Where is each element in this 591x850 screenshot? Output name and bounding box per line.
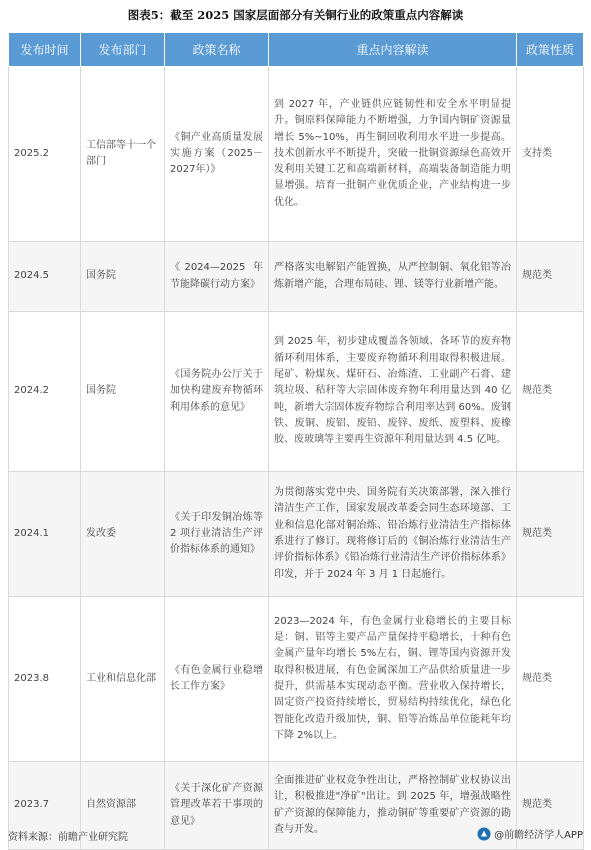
cell-date: 2024.5 [9, 242, 81, 312]
cell-dept: 工业和信息化部 [81, 597, 165, 762]
header-date: 发布时间 [9, 33, 81, 67]
cell-date: 2024.2 [9, 312, 81, 472]
table-row [9, 597, 584, 762]
brand-credit [477, 826, 583, 841]
table-row [9, 312, 584, 472]
header-nature: 政策性质 [517, 33, 584, 67]
cell-nature: 规范类 [517, 762, 584, 850]
cell-content: 为贯彻落实党中央、国务院有关决策部署，深入推行清洁生产工作，国家发展改革委会同生态环境部、工业和信息化部对铜冶炼、铅冶炼行业清洁生产指标体系进行了修订。现将修订后的《铜冶炼行业清洁生产评价指标体系》《铅冶炼行业清洁生产评价指标体系》印发，并于 2024 年 3 月 1 日起施行。 [269, 472, 517, 597]
cell-policy-name: 《铜产业高质量发展实施方案（2025－2027年）》 [165, 67, 269, 242]
cell-content: 全面推进矿业权竞争性出让，严格控制矿业权协议出让，积极推进"净矿"出让。到 2025 年，增强战略性矿产资源的保障能力，推动铜矿等重要矿产资源的勘查与开发。 [269, 762, 517, 850]
header-content: 重点内容解读 [269, 33, 517, 67]
table-header-row [9, 33, 584, 67]
header-name: 政策名称 [165, 33, 269, 67]
source-note: 资料来源：前瞻产业研究院 [8, 832, 128, 843]
cell-nature: 规范类 [517, 472, 584, 597]
cell-dept: 发改委 [81, 472, 165, 597]
cell-policy-name: 《国务院办公厅关于加快构建废弃物循环利用体系的意见》 [165, 312, 269, 472]
table-title: 图表5：截至 2025 国家层面部分有关铜行业的政策重点内容解读 [127, 8, 464, 22]
cell-content: 到 2025 年，初步建成覆盖各领域、各环节的废弃物循环利用体系，主要废弃物循环利用取得积极进展。尾矿、粉煤灰、煤矸石、冶炼渣、工业副产石膏、建筑垃圾、秸秆等大宗固体废弃物年利用量达到 40 亿吨，新增大宗固体废弃物综合利用率达到 60%。废钢铁、废铜、废铝、废铅、废锌、废纸、废塑料、废橡胶、废玻璃等主要再生资源年利用量达到 4.5 亿吨。 [269, 312, 517, 472]
cell-policy-name: 《有色金属行业稳增长工作方案》 [165, 597, 269, 762]
cell-date: 2023.8 [9, 597, 81, 762]
cell-content: 严格落实电解铝产能置换，从严控制铜、氧化铝等冶炼新增产能，合理布局硅、锂、镁等行业新增产能。 [269, 242, 517, 312]
cell-dept: 国务院 [81, 312, 165, 472]
brand-logo-icon [477, 827, 491, 841]
cell-policy-name: 《2024—2025 年节能降碳行动方案》 [165, 242, 269, 312]
cell-nature: 规范类 [517, 242, 584, 312]
cell-nature: 规范类 [517, 312, 584, 472]
table-row [9, 242, 584, 312]
cell-dept: 自然资源部 [81, 762, 165, 850]
policy-table [8, 32, 584, 850]
cell-nature: 规范类 [517, 597, 584, 762]
cell-policy-name: 《关于印发铜冶炼等 2 项行业清洁生产评价指标体系的通知》 [165, 472, 269, 597]
cell-policy-name: 《关于深化矿产资源管理改革若干事项的意见》 [165, 762, 269, 850]
cell-date: 2025.2 [9, 67, 81, 242]
cell-dept: 工信部等十一个部门 [81, 67, 165, 242]
table-row [9, 472, 584, 597]
brand-label: @前瞻经济学人APP [494, 830, 583, 841]
cell-dept: 国务院 [81, 242, 165, 312]
header-dept: 发布部门 [81, 33, 165, 67]
cell-date: 2024.1 [9, 472, 81, 597]
cell-nature: 支持类 [517, 67, 584, 242]
cell-content: 2023—2024 年，有色金属行业稳增长的主要目标是：铜、铝等主要产品产量保持平稳增长，十种有色金属产量年均增长 5%左右，铜、锂等国内资源开发取得积极进展，有色金属深加工产品供给质量进一步提升，供需基本实现动态平衡。营业收入保持增长，固定资产投资持续增长，贸易结构持续优化，绿色化智能化改造升级加快，铜、铅等冶炼品单位能耗年均下降 2%以上。 [269, 597, 517, 762]
table-row [9, 67, 584, 242]
cell-content: 到 2027 年，产业链供应链韧性和安全水平明显提升。铜原料保障能力不断增强，力争国内铜矿资源量增长 5%~10%，再生铜回收利用水平进一步提高。技术创新水平不断提升，突破一批铜资源绿色高效开发利用关键工艺和高端新材料，高端装备制造能力明显增强。培育一批铜产业优质企业，产业结构进一步优化。 [269, 67, 517, 242]
cell-date: 2023.7 [9, 762, 81, 850]
